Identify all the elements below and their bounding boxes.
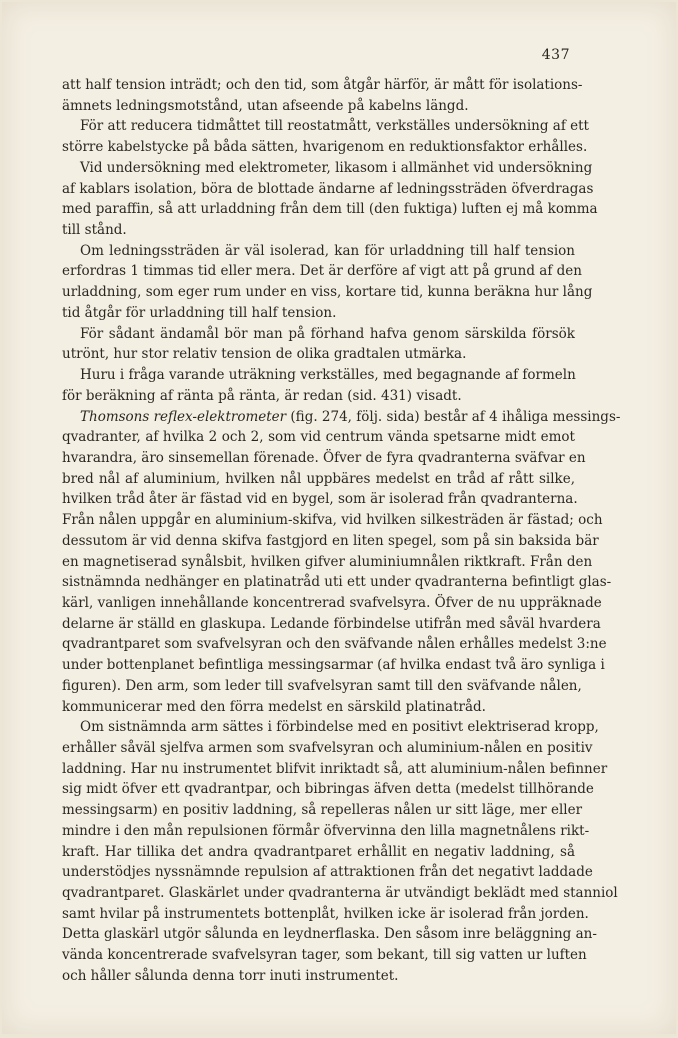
text-line <box>62 676 582 697</box>
text-line <box>62 800 583 821</box>
text-line <box>62 842 575 863</box>
text-line <box>62 344 575 365</box>
text-line-content: qvadranter, af hvilka 2 och 2, som vid centrum vända spetsarne midt emot <box>62 429 575 446</box>
text-line <box>62 469 575 490</box>
text-line <box>62 904 589 925</box>
text-line <box>62 552 593 573</box>
text-line-content: Huru i fråga varande uträkning verkställes, med begagnande af formeln <box>80 367 576 384</box>
text-line-content: urladdning, som eger rum under en viss, kortare tid, kunna beräkna hur lång <box>62 284 593 301</box>
text-line-content: erfordras 1 timmas tid eller mera. Det är derföre af vigt att på grund af den <box>62 263 582 280</box>
text-line <box>62 303 575 324</box>
text-line-content: till stånd. <box>62 222 127 239</box>
text-line-content: dessutom är vid denna skifva fastgjord en liten spegel, som på sin baksida bär <box>62 532 599 549</box>
text-line <box>62 759 608 780</box>
text-line-content: med paraffin, så att urladdning från dem till (den fuktiga) luften ej må komma <box>62 201 598 218</box>
text-line <box>62 945 587 966</box>
text-line <box>62 386 575 407</box>
text-line <box>62 158 593 179</box>
text-line <box>62 448 586 469</box>
text-line <box>62 261 582 282</box>
italic-term: Thomsons reflex-elektrometer <box>80 408 287 425</box>
text-line-content: messingsarm) en positiv laddning, så repelleras nålen ur sitt läge, mer eller <box>62 802 583 819</box>
text-line-content: en magnetiserad synålsbit, hvilken gifver aluminiumnålen riktkraft. Från den <box>62 553 593 570</box>
text-line <box>62 697 575 718</box>
text-line <box>62 572 612 593</box>
text-line <box>62 137 588 158</box>
text-line <box>62 220 575 241</box>
text-line-content: Från nålen uppgår en aluminium-skifva, vid hvilken silkesträden är fästad; och <box>62 512 603 529</box>
text-line <box>62 738 593 759</box>
text-line-content: och håller sålunda denna torr inuti instrumentet. <box>62 967 399 984</box>
text-line-content: (fig. 274, följ. sida) består af 4 ihåliga messings- <box>286 408 621 425</box>
text-line-content: För att reducera tidmåttet till reostatmått, verkställes undersökning af ett <box>80 118 589 135</box>
text-line-content: Om sistnämnda arm sättes i förbindelse med en positivt elektriserad kropp, <box>80 719 599 736</box>
text-line <box>62 634 607 655</box>
text-line <box>62 179 594 200</box>
page-number: 437 <box>541 47 570 63</box>
text-line <box>62 655 605 676</box>
text-line <box>62 282 593 303</box>
text-line <box>62 593 602 614</box>
text-line-content: bred nål af aluminium, hvilken nål uppbäres medelst en tråd af rått silke, <box>62 470 575 487</box>
text-line-content: sistnämnda nedhänger en platinatråd uti ett under qvadranterna befintligt glas- <box>62 574 612 591</box>
text-line <box>62 199 598 220</box>
text-line-content: Detta glaskärl utgör sålunda en leydnerflaska. Den såsom inre beläggning an- <box>62 926 597 943</box>
text-line <box>62 489 578 510</box>
text-line <box>62 365 575 386</box>
text-line-content: sig midt öfver ett qvadrantpar, och bibringas äfven detta (medelst tillhörande <box>62 781 594 798</box>
text-line-content: För sådant ändamål bör man på förhand hafva genom särskilda försök <box>80 325 575 342</box>
text-line-content: kommunicerar med den förra medelst en särskild platinatråd. <box>62 698 486 715</box>
text-line-content: hvilken tråd åter är fästad vid en bygel, som är isolerad från qvadranterna. <box>62 491 578 508</box>
text-line <box>62 116 589 137</box>
text-line <box>62 407 621 428</box>
text-line-content: kraft. Har tillika det andra qvadrantparet erhållit en negativ laddning, så <box>62 843 575 860</box>
text-line-content: Vid undersökning med elektrometer, likasom i allmänhet vid undersökning <box>80 159 593 176</box>
text-line <box>62 96 575 117</box>
text-line-content: tid åtgår för urladdning till half tension. <box>62 304 337 321</box>
text-line-content: qvadrantparet. Glaskärlet under qvadranterna är utvändigt beklädt med stanniol <box>62 885 618 902</box>
body-text <box>62 75 621 987</box>
text-line-content: större kabelstycke på båda sätten, hvarigenom en reduktionsfaktor erhålles. <box>62 139 588 156</box>
text-line-content: ämnets ledningsmotstånd, utan afseende på kabelns längd. <box>62 97 469 114</box>
text-line <box>62 531 599 552</box>
text-line-content: samt hvilar på instrumentets bottenplåt, hvilken icke är isolerad från jorden. <box>62 905 589 922</box>
text-line <box>62 510 603 531</box>
book-page <box>2 2 676 1034</box>
text-line-content: Om ledningssträden är väl isolerad, kan för urladdning till half tension <box>80 242 575 259</box>
text-line-content: figuren). Den arm, som leder till svafvelsyran samt till den sväfvande nålen, <box>62 677 582 694</box>
text-line <box>62 883 618 904</box>
text-line <box>62 779 594 800</box>
text-line-content: erhåller såväl sjelfva armen som svafvelsyran och aluminium-nålen en positiv <box>62 740 593 756</box>
text-line-content: laddning. Har nu instrumentet blifvit inriktadt så, att aluminium-nålen befinner <box>62 760 608 777</box>
text-line <box>62 966 575 987</box>
text-line-content: qvadrantparet som svafvelsyran och den sväfvande nålen erhålles medelst 3:ne <box>62 636 607 653</box>
text-line-content: af kablars isolation, böra de blottade ändarne af ledningssträden öfverdragas <box>62 180 594 197</box>
text-line <box>62 614 601 635</box>
text-line-content: för beräkning af ränta på ränta, är redan (sid. 431) visadt. <box>62 387 462 404</box>
text-line <box>62 717 599 738</box>
text-line <box>62 427 575 448</box>
text-line-content: utrönt, hur stor relativ tension de olika gradtalen utmärka. <box>62 346 467 363</box>
text-line <box>62 862 593 883</box>
text-line-content: delarne är ställd en glaskupa. Ledande förbindelse utifrån med såväl hvardera <box>62 615 601 632</box>
text-line <box>62 75 583 96</box>
text-line <box>62 821 590 842</box>
text-line-content: hvarandra, äro sinsemellan förenade. Öfver de fyra qvadranterna sväfvar en <box>62 449 586 466</box>
text-line-content: understödjes nyssnämnde repulsion af attraktionen från det negativt laddade <box>62 864 593 881</box>
text-line-content: under bottenplanet befintliga messingsarmar (af hvilka endast två äro synliga i <box>62 657 605 674</box>
text-line-content: kärl, vanligen innehållande koncentrerad svafvelsyra. Öfver de nu uppräknade <box>62 594 602 611</box>
text-line-content: mindre i den mån repulsionen förmår öfvervinna den lilla magnetnålens rikt- <box>62 822 590 839</box>
text-line-content: vända koncentrerade svafvelsyran tager, som bekant, till sig vatten ur luften <box>62 947 587 964</box>
text-line <box>62 241 575 262</box>
text-line <box>62 324 575 345</box>
text-line <box>62 924 597 945</box>
text-line-content: att half tension inträdt; och den tid, som åtgår härför, är mått för isolations- <box>62 77 583 93</box>
